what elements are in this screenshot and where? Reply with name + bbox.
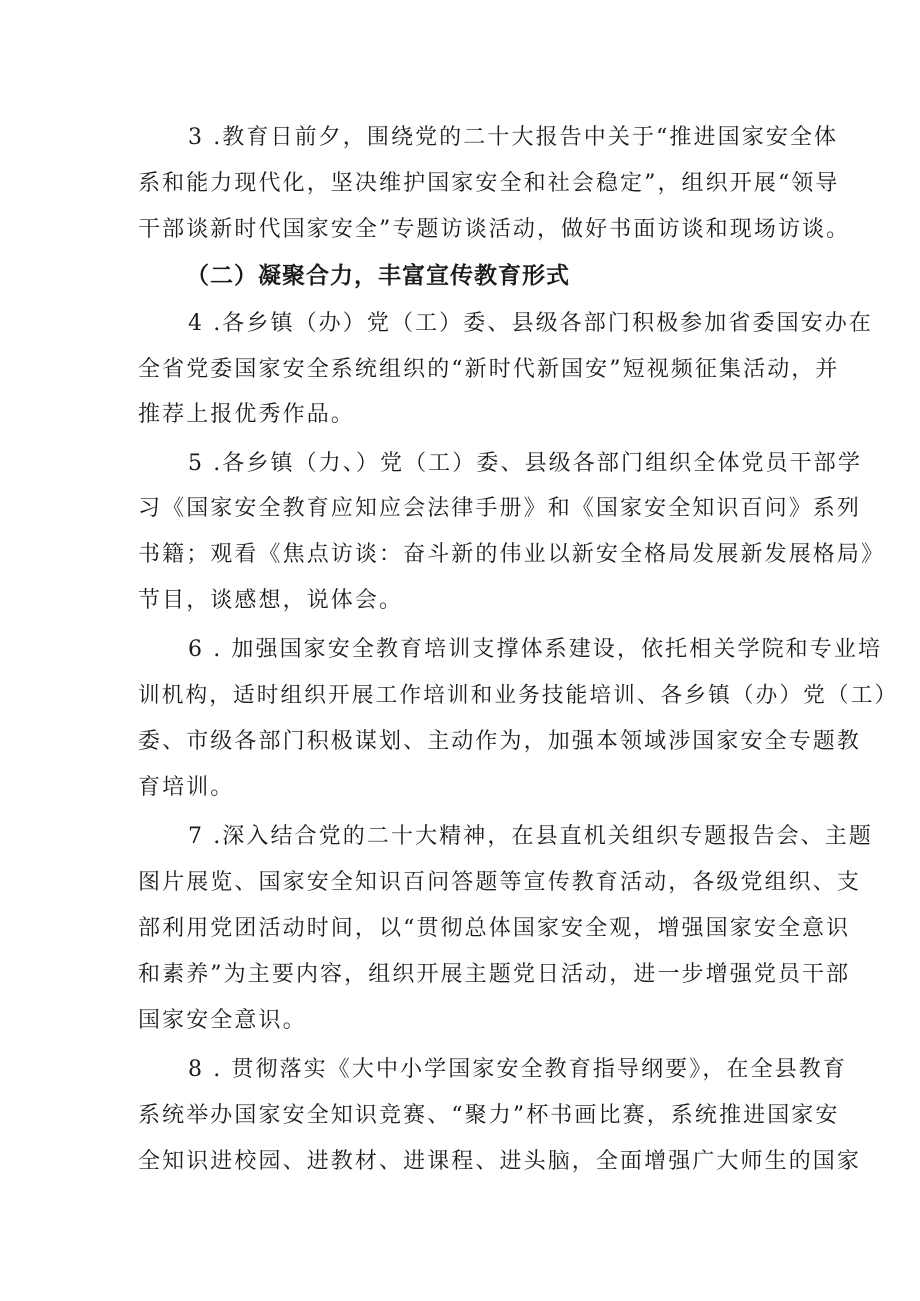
paragraph-6-line-4: 育培训。 [138,775,235,800]
paragraph-5-line-2: 习《国家安全教育应知应会法律手册》和《国家安全知识百问》系列 [138,496,862,521]
paragraph-5-line-4: 节目，谈感想，说体会。 [138,588,404,613]
paragraph-7-line-5: 国家安全意识。 [138,1008,307,1033]
paragraph-8-line-2: 系统举办国家安全知识竞赛、“聚力”杯书画比赛，系统推进国家安 [138,1103,840,1128]
section-heading: （二）凝聚合力，丰富宣传教育形式 [186,263,570,289]
paragraph-7-line-1: 7 .深入结合党的二十大精神，在县直机关组织专题报告会、主题 [188,824,873,849]
paragraph-3-line-1: 3 .教育日前夕，围绕党的二十大报告中关于“推进国家安全体 [188,125,839,150]
paragraph-7-line-4: 和素养”为主要内容，组织开展主题党日活动，进一步增强党员干部 [138,962,851,987]
paragraph-6-line-3: 委、市级各部门积极谋划、主动作为，加强本领域涉国家安全专题教 [138,729,862,754]
paragraph-5-line-1: 5 .各乡镇（力、）党（工）委、县级各部门组织全体党员干部学 [188,451,862,476]
paragraph-8-line-3: 全知识进校园、进教材、进课程、进头脑，全面增强广大师生的国家 [138,1149,862,1174]
paragraph-7-line-2: 图片展览、国家安全知识百问答题等宣传教育活动，各级党组织、支 [138,870,862,895]
paragraph-6-line-2: 训机构，适时组织开展工作培训和业务技能培训、各乡镇（办）党（工） [138,683,899,708]
paragraph-3-line-3: 干部谈新时代国家安全”专题访谈活动，做好书面访谈和现场访谈。 [138,217,851,242]
paragraph-8-line-1: 8 . 贯彻落实《大中小学国家安全教育指导纲要》，在全县教育 [188,1057,847,1082]
paragraph-4-line-1: 4 .各乡镇（办）党（工）委、县级各部门积极参加省委国安办在 [188,311,873,336]
paragraph-7-line-3: 部利用党团活动时间，以“贯彻总体国家安全观，增强国家安全意识 [138,916,851,941]
paragraph-5-line-3: 书籍；观看《焦点访谈：奋斗新的伟业以新安全格局发展新发展格局》 [138,542,886,567]
paragraph-3-line-2: 系和能力现代化，坚决维护国家安全和社会稳定”，组织开展“领导 [138,171,840,196]
paragraph-4-line-2: 全省党委国家安全系统组织的“新时代新国安”短视频征集活动，并 [138,357,840,382]
paragraph-6-line-1: 6 . 加强国家安全教育培训支撑体系建设，依托相关学院和专业培 [188,637,883,662]
paragraph-4-line-3: 推荐上报优秀作品。 [138,402,355,427]
